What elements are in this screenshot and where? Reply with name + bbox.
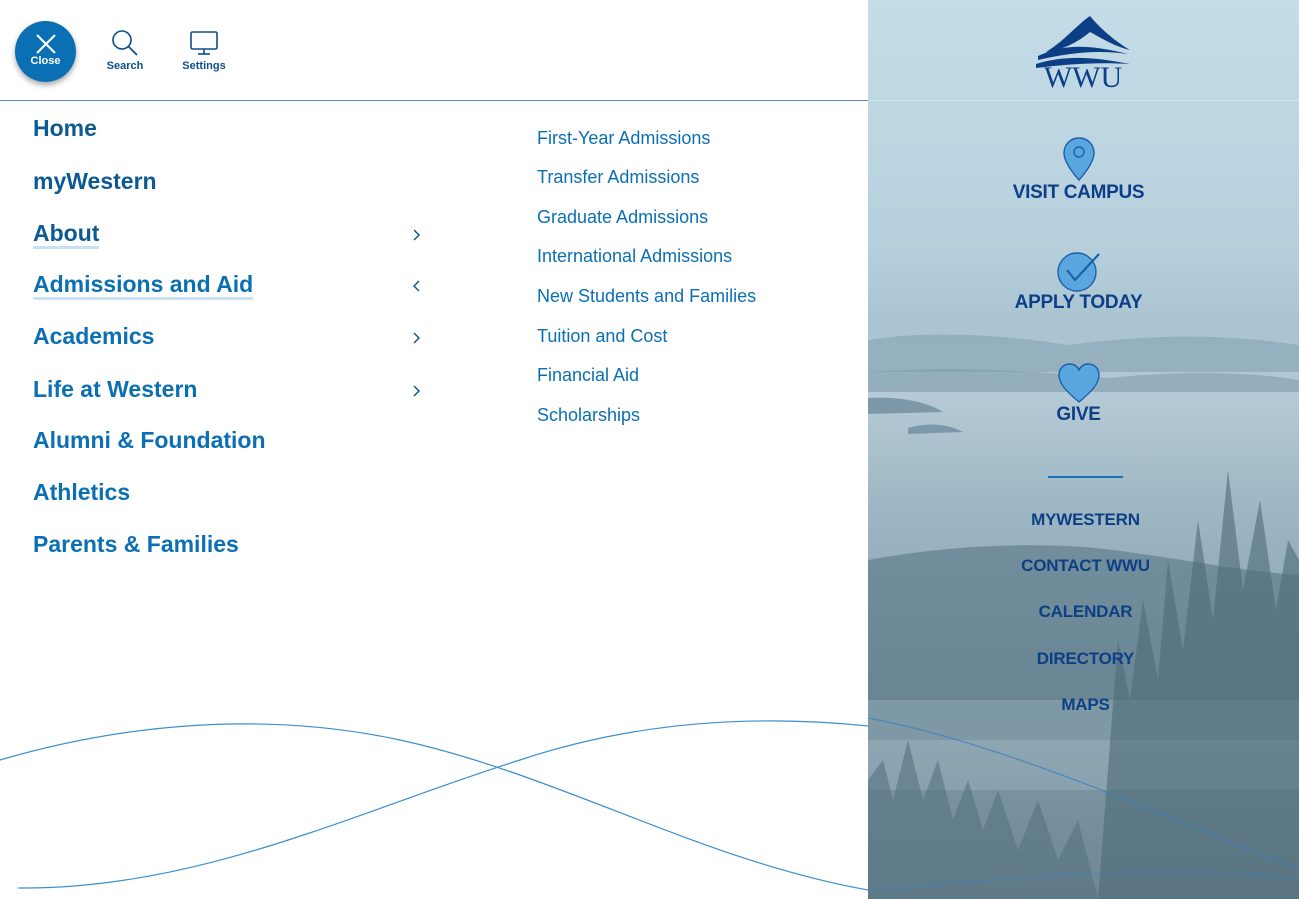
close-label: Close: [30, 55, 61, 67]
subnav-link[interactable]: Financial Aid: [537, 365, 640, 385]
settings-button[interactable]: [174, 28, 234, 72]
nav-item-life-at-western[interactable]: [33, 376, 433, 412]
subnav-link[interactable]: First-Year Admissions: [537, 128, 711, 148]
quick-link-mywestern[interactable]: MYWESTERN: [1031, 510, 1140, 529]
top-toolbar: [0, 0, 868, 101]
heart-icon: [1057, 362, 1101, 404]
nav-item-label: Athletics: [33, 479, 131, 505]
give-cta[interactable]: [868, 362, 1294, 426]
monitor-icon: [189, 28, 219, 58]
subnav-link[interactable]: Transfer Admissions: [537, 167, 700, 187]
cta-label: GIVE: [1056, 404, 1101, 425]
decorative-waves: [0, 700, 868, 899]
logo-text: WWU: [1043, 61, 1123, 90]
nav-item-label: Alumni & Foundation: [33, 427, 266, 453]
nav-item-label: Parents & Families: [33, 531, 239, 557]
landscape-background: [868, 0, 1299, 899]
chevron-left-icon[interactable]: [411, 279, 423, 293]
cta-label: APPLY TODAY: [1014, 292, 1143, 313]
cta-label: VISIT CAMPUS: [1012, 182, 1145, 203]
close-menu-button[interactable]: [15, 21, 76, 82]
nav-item-parents[interactable]: [33, 531, 433, 567]
subnav-link[interactable]: Graduate Admissions: [537, 207, 709, 227]
wwu-logo[interactable]: [1028, 14, 1138, 90]
quick-link-maps[interactable]: MAPS: [1061, 695, 1110, 714]
subnav-link[interactable]: International Admissions: [537, 246, 733, 266]
chevron-right-icon[interactable]: [411, 331, 423, 345]
nav-item-label: Academics: [33, 323, 155, 349]
subnav-link[interactable]: Scholarships: [537, 405, 641, 425]
nav-item-label: Life at Western: [33, 376, 198, 402]
side-panel: [868, 0, 1299, 899]
checkmark-icon: [1055, 250, 1103, 292]
nav-item-label: Home: [33, 115, 97, 141]
apply-today-cta[interactable]: [868, 250, 1294, 314]
settings-label: Settings: [182, 60, 226, 72]
search-label: Search: [106, 60, 144, 72]
nav-item-academics[interactable]: [33, 323, 433, 359]
nav-item-label: myWestern: [33, 168, 157, 194]
section-divider: [1048, 476, 1123, 478]
nav-item-about[interactable]: [33, 220, 433, 256]
search-icon: [110, 28, 140, 58]
nav-item-alumni[interactable]: [33, 427, 433, 463]
nav-item-label: Admissions and Aid: [33, 271, 253, 300]
nav-item-athletics[interactable]: [33, 479, 433, 515]
close-icon: [35, 33, 57, 55]
search-button[interactable]: [95, 28, 155, 72]
logo-separator: [868, 100, 1299, 101]
chevron-right-icon[interactable]: [411, 384, 423, 398]
visit-campus-cta[interactable]: [868, 136, 1294, 204]
subnav-link[interactable]: New Students and Families: [537, 286, 757, 306]
quick-link-contact[interactable]: CONTACT WWU: [1021, 556, 1150, 575]
quick-link-directory[interactable]: DIRECTORY: [1036, 649, 1135, 668]
nav-item-label: About: [33, 220, 99, 249]
chevron-right-icon[interactable]: [411, 228, 423, 242]
subnav-link[interactable]: Tuition and Cost: [537, 326, 668, 346]
nav-item-home[interactable]: [33, 115, 433, 151]
nav-item-mywestern[interactable]: [33, 168, 433, 204]
quick-link-calendar[interactable]: CALENDAR: [1038, 602, 1133, 621]
nav-item-admissions[interactable]: [33, 271, 433, 307]
map-pin-icon: [1061, 136, 1097, 182]
